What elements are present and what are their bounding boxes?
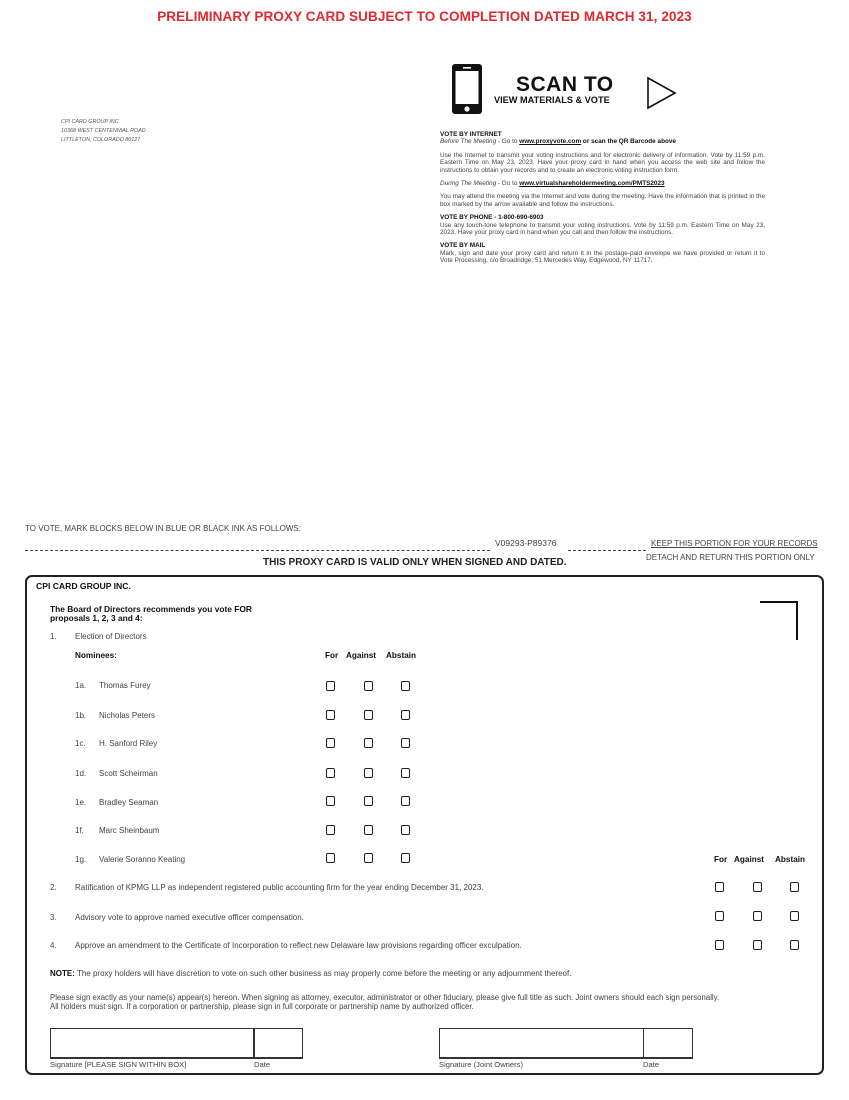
vote-abstain-checkbox[interactable] [790,882,799,892]
smartphone-icon [451,63,483,115]
detach-line [25,550,490,551]
note-discretion: NOTE: The proxy holders will have discretion to vote on such other business as may properly come before the meeting or any adjournment thereof. [50,969,572,978]
detach-line [568,550,646,551]
board-recommendation: The Board of Directors recommends you vote FOR proposals 1, 2, 3 and 4: [50,604,252,623]
vote-abstain-checkbox[interactable] [790,940,799,950]
internet-heading: VOTE BY INTERNET [440,131,502,138]
date-box[interactable] [254,1028,303,1058]
vote-abstain-checkbox[interactable] [401,710,410,720]
joint-signature-box[interactable] [439,1028,644,1058]
detach-portion-label: DETACH AND RETURN THIS PORTION ONLY [646,553,815,562]
vote-abstain-checkbox[interactable] [401,796,410,806]
proposal-row: 3. Advisory vote to approve named executive officer compensation. [50,913,304,922]
vote-abstain-checkbox[interactable] [401,681,410,691]
arrow-right-icon [646,76,678,110]
scan-to-title: SCAN TO [516,73,614,96]
voting-instructions [440,131,765,265]
nominee-row: 1g. Valerie Soranno Keating [75,855,186,864]
address-line: LITTLETON, COLORADO 80127 [61,137,141,143]
vote-for-checkbox[interactable] [326,738,335,748]
vote-against-checkbox[interactable] [753,911,762,921]
column-against: Against [734,855,765,864]
card-company-name: CPI CARD GROUP INC. [36,581,131,591]
joint-date-label: Date [643,1060,660,1069]
vote-against-checkbox[interactable] [753,882,762,892]
keep-portion-label: KEEP THIS PORTION FOR YOUR RECORDS [651,539,818,548]
signing-instructions: Please sign exactly as your name(s) appear(s) hereon. When signing as attorney, executor, administrator or other fiduciary, please give full title as such. Joint owners should each sign personally. All holders must sign. If a corporation or partnership, please sign in full corporate or partnership name by authorized officer. [50,993,720,1012]
nominee-row: 1b. Nicholas Peters [75,711,156,720]
column-against: Against [346,651,377,660]
phone-heading: VOTE BY PHONE - 1-800-690-6903 [440,214,544,222]
joint-date-box[interactable] [643,1028,693,1058]
mail-heading: VOTE BY MAIL [440,242,486,250]
vote-abstain-checkbox[interactable] [401,853,410,863]
joint-signature-label: Signature (Joint Owners) [439,1060,523,1069]
mail-body: Mark, sign and date your proxy card and return it in the postage-paid envelope we have provided or return it to Vote Processing, c/o Broadridge, 51 Mercedes Way, Edgewood, NY 11717. [440,249,765,265]
vote-against-checkbox[interactable] [364,681,373,691]
vote-against-checkbox[interactable] [364,738,373,748]
phone-body: Use any touch-tone telephone to transmit your voting instructions. Vote by 11:59 p.m. Eastern Time on May 23, 2023. Have your proxy card in hand when you call and then follow the instructions. [440,221,765,237]
vote-against-checkbox[interactable] [753,940,762,950]
vote-for-checkbox[interactable] [326,710,335,720]
address-line: CPI CARD GROUP INC. [61,119,121,125]
item-election-of-directors: 1. Election of Directors [50,632,147,641]
vote-abstain-checkbox[interactable] [401,768,410,778]
vote-for-checkbox[interactable] [715,882,724,892]
during-meeting-body: You may attend the meeting via the Internet and vote during the meeting. Have the information that is printed in the box marked by the arrow available and follow the instructions. [440,193,765,208]
nominees-label: Nominees: [75,651,117,660]
nominee-row: 1d. Scott Scheirman [75,769,158,778]
column-abstain: Abstain [775,855,806,864]
address-line: 10368 WEST CENTENNIAL ROAD [61,128,146,134]
nominee-row: 1e. Bradley Seaman [75,798,159,807]
signature-underline [50,1058,303,1059]
signature-label: Signature [PLEASE SIGN WITHIN BOX] [50,1060,187,1069]
proxyvote-link[interactable]: www.proxyvote.com [519,138,582,146]
joint-signature-underline [439,1058,693,1059]
proposal-row: 2. Ratification of KPMG LLP as independent registered public accounting firm for the year ending December 31, 2023. [50,883,484,892]
vote-for-checkbox[interactable] [715,911,724,921]
column-abstain: Abstain [386,651,417,660]
vote-for-checkbox[interactable] [326,768,335,778]
nominee-row: 1f. Marc Sheinbaum [75,826,160,835]
corner-mark [760,601,798,640]
preliminary-header: PRELIMINARY PROXY CARD SUBJECT TO COMPLETION DATED MARCH 31, 2023 [157,9,692,24]
vote-for-checkbox[interactable] [326,853,335,863]
vote-against-checkbox[interactable] [364,796,373,806]
virtual-meeting-link[interactable]: www.virtualshareholdermeeting.com/PMTS2023 [519,180,665,188]
before-meeting-line: Before The Meeting - Go to www.proxyvote.com or scan the QR Barcode above [440,138,676,146]
column-for: For [325,651,339,660]
vote-for-checkbox[interactable] [326,681,335,691]
nominee-row: 1a. Thomas Furey [75,681,151,690]
vote-against-checkbox[interactable] [364,768,373,778]
vote-against-checkbox[interactable] [364,710,373,720]
scan-subtitle: VIEW MATERIALS & VOTE [494,95,610,105]
vote-for-checkbox[interactable] [326,825,335,835]
vote-for-checkbox[interactable] [715,940,724,950]
date-label: Date [254,1060,271,1069]
nominee-row: 1c. H. Sanford Riley [75,739,158,748]
vote-abstain-checkbox[interactable] [401,738,410,748]
signature-box[interactable] [50,1028,254,1058]
vote-against-checkbox[interactable] [364,853,373,863]
vote-abstain-checkbox[interactable] [401,825,410,835]
vote-for-checkbox[interactable] [326,796,335,806]
during-meeting-line: During The Meeting - Go to www.virtualshareholdermeeting.com/PMTS2023 [440,180,665,188]
mark-instructions: TO VOTE, MARK BLOCKS BELOW IN BLUE OR BLACK INK AS FOLLOWS: [25,524,301,533]
company-address [61,118,146,145]
proposal-row: 4. Approve an amendment to the Certificate of Incorporation to reflect new Delaware law provisions regarding officer exculpation. [50,941,522,950]
column-for: For [714,855,728,864]
vote-abstain-checkbox[interactable] [790,911,799,921]
internet-body: Use the Internet to transmit your voting instructions and for electronic delivery of information. Vote by 11:59 p.m. Eastern Time on May 23, 2023. Have your proxy card in hand when you access the web site and follow the instructions to obtain your records and to create an electronic voting instruction form. [440,151,765,174]
vote-against-checkbox[interactable] [364,825,373,835]
validity-notice: THIS PROXY CARD IS VALID ONLY WHEN SIGNED AND DATED. [263,557,567,568]
control-number: V09293-P89376 [495,538,557,548]
